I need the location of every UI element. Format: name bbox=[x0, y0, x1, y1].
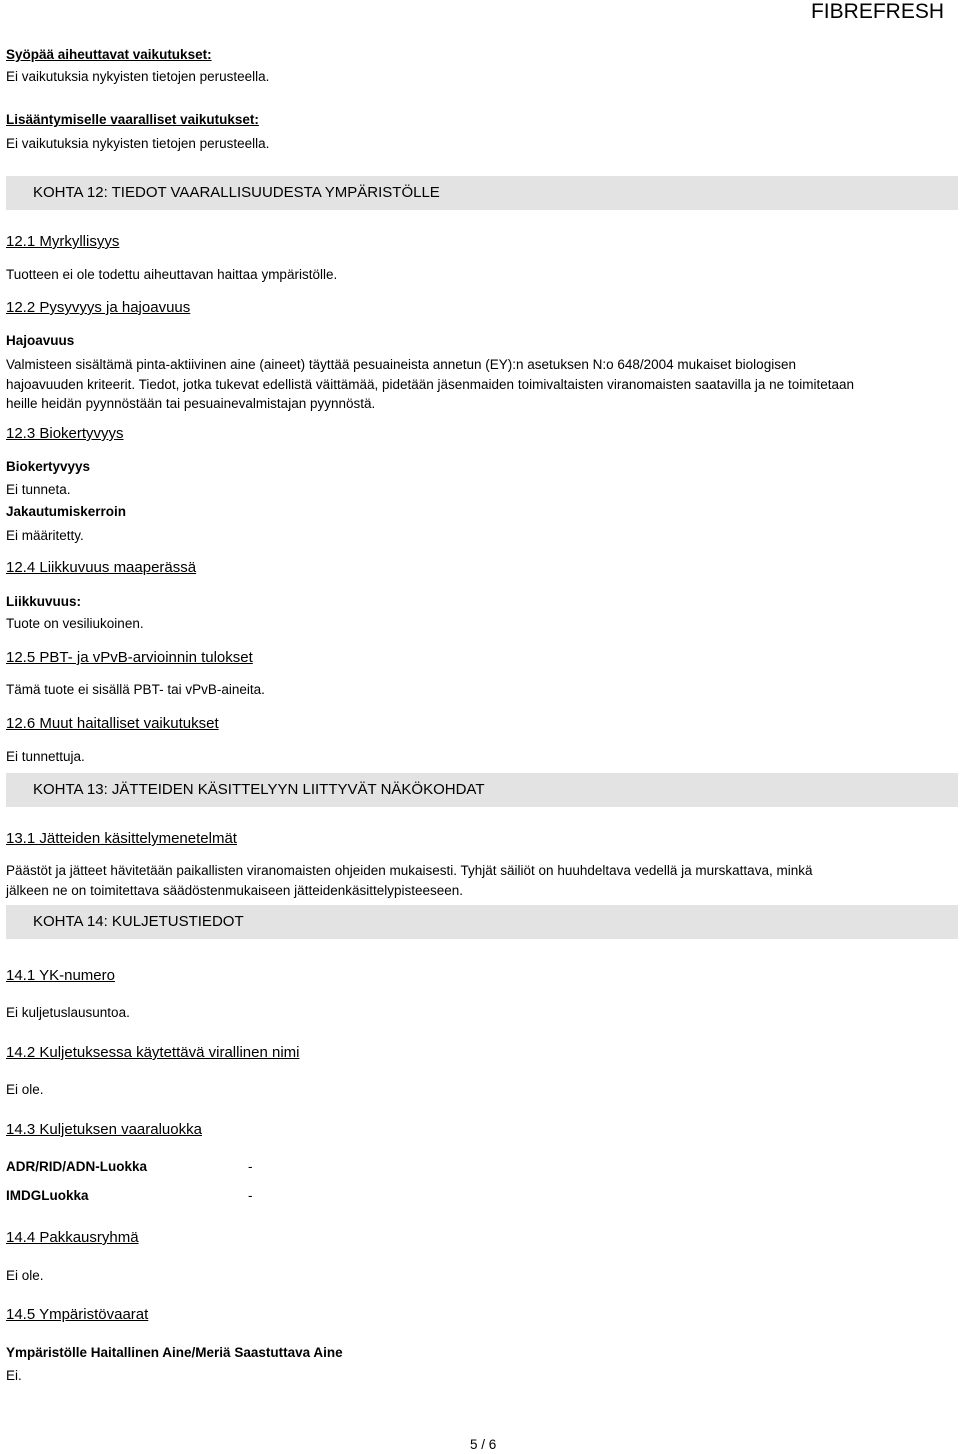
section-14-heading: KOHTA 14: KULJETUSTIEDOT bbox=[33, 913, 244, 930]
text-12-1: Tuotteen ei ole todettu aiheuttavan haittaa ympäristölle. bbox=[6, 267, 338, 282]
reproductive-effects-label: Lisääntymiselle vaaralliset vaikutukset: bbox=[6, 112, 259, 127]
paragraph-13-1: Päästöt ja jätteet hävitetään paikallisten viranomaisten ohjeiden mukaisesti. Tyhjät säiliöt on huuhdeltava vedellä ja murskattava, minkä jälkeen ne on toimitettava säädöstenmukaiseen jätteidenkäsittelypisteeseen. bbox=[6, 863, 813, 898]
text-14-4: Ei ole. bbox=[6, 1268, 44, 1283]
subheading-12-5: 12.5 PBT- ja vPvB-arvioinnin tulokset bbox=[6, 649, 253, 666]
section-13-heading-band bbox=[6, 773, 958, 807]
subheading-12-6: 12.6 Muut haitalliset vaikutukset bbox=[6, 715, 219, 732]
text-bioaccumulation: Ei tunneta. bbox=[6, 482, 71, 497]
text-environmental-hazard: Ei. bbox=[6, 1368, 22, 1383]
label-adr-class: ADR/RID/ADN-Luokka bbox=[6, 1159, 148, 1174]
reproductive-effects-text: Ei vaikutuksia nykyisten tietojen perusteella. bbox=[6, 136, 270, 151]
page-number: 5 / 6 bbox=[470, 1437, 497, 1452]
brand-title: FIBREFRESH bbox=[810, 0, 944, 23]
text-14-2: Ei ole. bbox=[6, 1082, 44, 1097]
text-12-5: Tämä tuote ei sisällä PBT- tai vPvB-aineita. bbox=[6, 682, 265, 697]
label-environmental-hazard: Ympäristölle Haitallinen Aine/Meriä Saastuttava Aine bbox=[6, 1345, 343, 1360]
text-14-1: Ei kuljetuslausuntoa. bbox=[6, 1005, 130, 1020]
subheading-13-1: 13.1 Jätteiden käsittelymenetelmät bbox=[6, 830, 237, 847]
label-degradability: Hajoavuus bbox=[6, 333, 75, 348]
value-imdg-class: - bbox=[248, 1188, 253, 1203]
subheading-14-4: 14.4 Pakkausryhmä bbox=[6, 1229, 139, 1246]
section-12-heading: KOHTA 12: TIEDOT VAARALLISUUDESTA YMPÄRISTÖLLE bbox=[33, 184, 440, 201]
section-14-heading-band bbox=[6, 905, 958, 939]
subheading-12-1: 12.1 Myrkyllisyys bbox=[6, 233, 120, 250]
text-mobility: Tuote on vesiliukoinen. bbox=[6, 616, 144, 631]
subheading-12-4: 12.4 Liikkuvuus maaperässä bbox=[6, 559, 197, 576]
subheading-14-5: 14.5 Ympäristövaarat bbox=[6, 1306, 149, 1323]
carcinogenic-effects-label: Syöpää aiheuttavat vaikutukset: bbox=[6, 47, 212, 62]
subheading-12-3: 12.3 Biokertyvyys bbox=[6, 425, 124, 442]
value-adr-class: - bbox=[248, 1159, 253, 1174]
label-imdg-class: IMDGLuokka bbox=[6, 1188, 89, 1203]
subheading-14-3: 14.3 Kuljetuksen vaaraluokka bbox=[6, 1121, 202, 1138]
subheading-14-1: 14.1 YK-numero bbox=[6, 967, 115, 984]
section-12-heading-band bbox=[6, 176, 958, 210]
text-12-6: Ei tunnettuja. bbox=[6, 749, 85, 764]
subheading-12-2: 12.2 Pysyvyys ja hajoavuus bbox=[6, 299, 191, 316]
label-bioaccumulation: Biokertyvyys bbox=[6, 459, 91, 474]
label-partition-coefficient: Jakautumiskerroin bbox=[6, 504, 127, 519]
subheading-14-2: 14.2 Kuljetuksessa käytettävä virallinen nimi bbox=[6, 1044, 300, 1061]
carcinogenic-effects-text: Ei vaikutuksia nykyisten tietojen perusteella. bbox=[6, 69, 270, 84]
text-partition-coefficient: Ei määritetty. bbox=[6, 528, 84, 543]
label-mobility: Liikkuvuus: bbox=[6, 594, 82, 609]
paragraph-12-2: Valmisteen sisältämä pinta-aktiivinen aine (aineet) täyttää pesuaineista annetun (EY):n asetuksen N:o 648/2004 mukaiset biologisen hajoavuuden kriteerit. Tiedot, jotka tukevat edellistä väittämää, pidetään jäsenmaiden toimivaltaisten viranomaisten saatavilla ja ne toimitetaan heille heidän pyynnöstään tai pesuainevalmistajan pyynnöstä. bbox=[6, 357, 854, 411]
section-13-heading: KOHTA 13: JÄTTEIDEN KÄSITTELYYN LIITTYVÄT NÄKÖKOHDAT bbox=[33, 781, 485, 798]
